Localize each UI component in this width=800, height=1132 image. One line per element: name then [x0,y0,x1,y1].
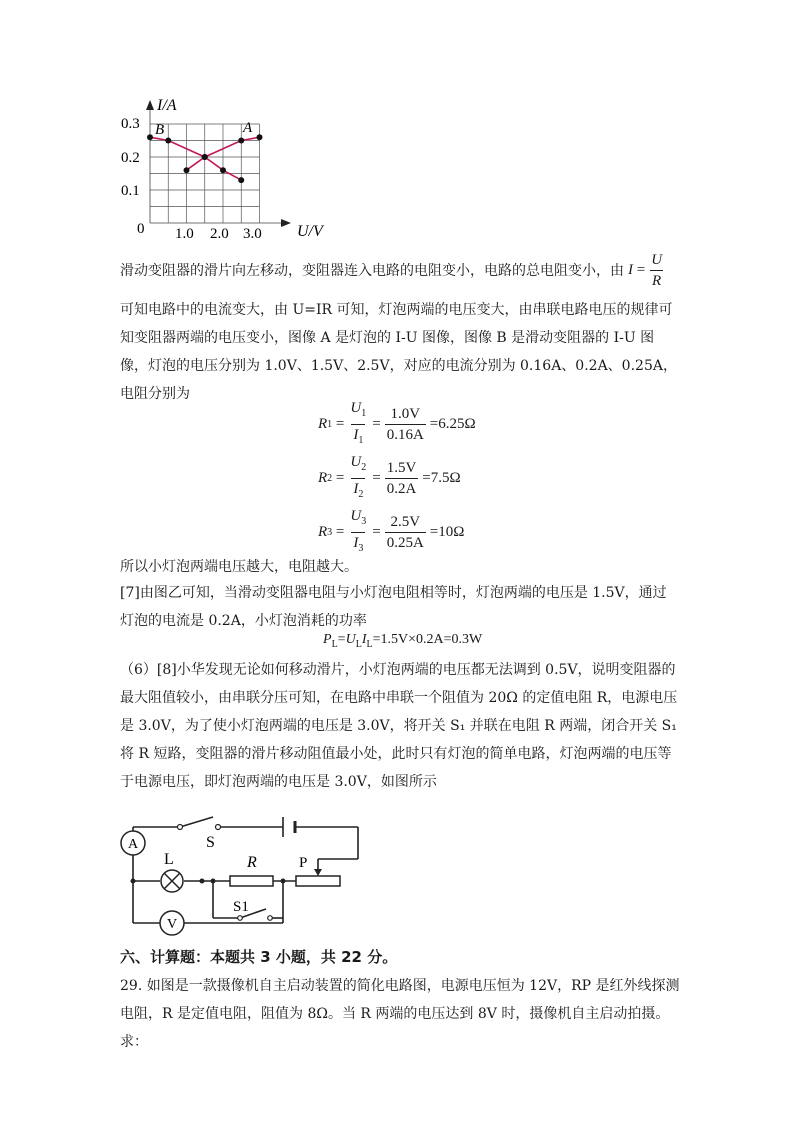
switch-s1-pivot [238,916,243,921]
iu-graph [115,90,330,250]
data-point-a [238,138,244,144]
switch-s-contact [216,825,221,830]
ohm-law-formula: I = $\frac{U}{R}$ [628,251,663,289]
power-equation: $P_L=U_LI_L=1.5V\times 0.2A=0.3W$ [323,632,483,650]
switch-s1-label: S1 [233,899,249,915]
slider-label: P [299,855,308,871]
data-point-b [147,134,153,140]
svg-text:A: A [128,837,139,852]
switch-s-label: S [206,834,215,851]
x-tick-10: 1.0 [175,226,194,242]
equation-r2: R 2 = $\frac{U_2}{I_2}$ = $\frac{1.5V}{0.2A}$ =7.5Ω [318,452,461,505]
section-title: 六、计算题：本题共 3 小题，共 22 分。 [120,948,398,966]
curve-b-label: B [155,122,165,138]
para1 [120,248,680,292]
y-tick-02: 0.2 [121,150,140,166]
x-tick-30: 3.0 [243,226,262,242]
x-tick-20: 2.0 [210,226,229,242]
lamp-label: L [164,851,174,868]
svg-text:V: V [167,917,178,932]
rheostat [296,876,340,886]
data-point-b [220,167,226,173]
origin-label: 0 [137,221,145,237]
equation-r3: R 3 = $\frac{U_3}{I_3}$ = $\frac{2.5V}{0.25A}$ =10Ω [318,506,464,559]
voltmeter [160,911,184,935]
switch-s-pivot [178,825,183,830]
resistor-label: R [247,854,257,871]
y-axis-label: I/A [157,97,177,114]
curve-a-label: A [243,120,253,136]
switch-s1-contact [268,916,273,921]
y-tick-01: 0.1 [121,183,140,199]
para5: （6）[8]小华发现无论如何移动滑片，小灯泡两端的电压都无法调到 0.5V，说明变阻器的最大阻值较小，由串联分压可知，在电路中串联一个阻值为 20Ω 的定值电阻 R，电源电压是 3.0V，为了使小灯泡两端的电压是 3.0V，将开关 S₁ 并联在电阻 R 两端，闭合开关 S₁将 R 短路，变阻器的滑片移动阻值最小处，此时只有灯泡的简单电路，灯泡两端的电压等于电源电压，即灯泡两端的电压是 3.0V，如图所示 [120,662,678,790]
para2: 可知电路中的电流变大，由 U=IR 可知，灯泡两端的电压变大，由串联电路电压的规律可知变阻器两端的电压变小，图像 A 是灯泡的 I-U 图像，图像 B 是滑动变阻器的 I-U 图像，灯泡的电压分别为 1.0V、1.5V、2.5V，对应的电流分别为 0.16A、0.2A、0.25A，电阻分别为 [120,302,677,402]
data-point-b [238,177,244,183]
para1-text: 滑动变阻器的滑片向左移动，变阻器连入电路的电阻变小，电路的总电阻变小，由 [120,263,624,279]
ammeter [121,831,145,855]
equation-r1: R 1 = $\frac{U_1}{I_1}$ = $\frac{1.0V}{0.16A}$ =6.25Ω [318,398,476,451]
data-point-b [165,138,171,144]
resistor-r [230,876,273,886]
y-tick-03: 0.3 [121,116,140,132]
para3: 所以小灯泡两端电压越大，电阻越大。 [120,559,358,575]
circuit-diagram [118,815,368,945]
data-point-a [184,167,190,173]
para4: [7]由图乙可知，当滑动变阻器电阻与小灯泡电阻相等时，灯泡两端的电压是 1.5V，通过灯泡的电流是 0.2A，小灯泡消耗的功率 [120,585,667,629]
x-axis-label: U/V [297,223,323,240]
data-point-b [202,154,208,160]
y-axis-arrow [146,100,154,110]
x-axis-arrow [281,219,291,227]
question-29: 29. 如图是一款摄像机自主启动装置的简化电路图，电源电压恒为 12V，RP 是红外线探测电阻，R 是定值电阻，阻值为 8Ω。当 R 两端的电压达到 8V 时，摄像机自主启动拍摄。求： [120,978,680,1050]
slider-arrow [314,869,322,876]
lamp [161,870,183,892]
data-point-a [257,134,263,140]
